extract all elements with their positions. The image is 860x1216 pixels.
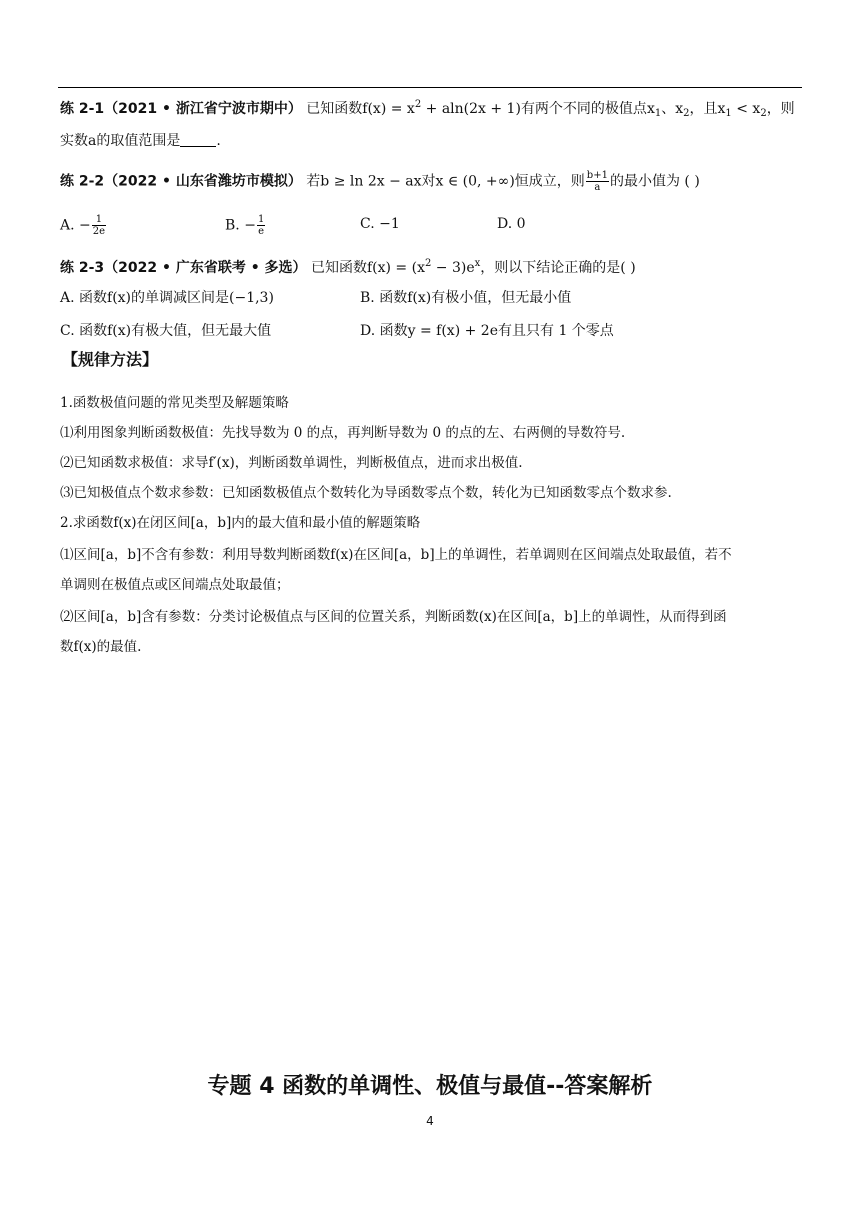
option-2-3-d: D. 函数y = f(x) + 2e有且只有 1 个零点 — [360, 323, 614, 339]
inequality — [718, 101, 767, 117]
subscript: 1 — [654, 108, 662, 119]
function-part: + aln(2x + 1) — [421, 101, 521, 117]
exercise-2-1-tag: 练 2-1（2021 • 浙江省宁波市期中） — [60, 101, 302, 117]
exercise-text: 若 — [306, 173, 321, 190]
option-2-2-a — [60, 214, 107, 237]
inequality: b ≥ ln 2x − ax — [320, 173, 422, 190]
exercise-text: ，则 — [766, 101, 795, 117]
exercise-text: 的取值范围是 — [96, 133, 181, 149]
function-part: − 3)e — [431, 260, 475, 276]
option-2-3-a: A. 函数f(x)的单调减区间是(−1,3) — [60, 290, 274, 306]
exercise-text: 实数 — [60, 133, 88, 149]
function-expression — [367, 260, 480, 276]
exercise-text: 已知函数 — [310, 260, 367, 276]
exercise-text: . — [216, 133, 221, 149]
var: < x — [731, 101, 761, 117]
fraction — [257, 214, 265, 237]
method-p2-1a: ⑴区间[a，b]不含有参数：利用导数判断函数f(x)在区间[a，b]上的单调性，若单调则在区间端点处取最值，若不 — [60, 547, 732, 563]
separator: 、 — [661, 101, 676, 117]
var: x — [717, 101, 726, 117]
option-sign: − — [244, 217, 256, 234]
exercise-text: 有两个不同的极值点 — [520, 101, 647, 117]
method-p2: 2.求函数f(x)在闭区间[a，b]内的最大值和最小值的解题策略 — [60, 515, 421, 531]
method-p1-3: ⑶已知极值点个数求参数：已知函数极值点个数转化为导函数零点个数，转化为已知函数零点个数求参. — [60, 485, 672, 501]
exercise-2-2 — [60, 170, 700, 193]
exercise-2-1 — [60, 95, 795, 124]
variable: a — [88, 133, 97, 149]
function-part: f(x) = (x — [366, 260, 425, 276]
exercise-text: 的最小值为 ( ) — [609, 173, 700, 190]
method-p1: 1.函数极值问题的常见类型及解题策略 — [60, 395, 289, 411]
var: x — [675, 101, 684, 117]
fraction-denominator: 2e — [92, 226, 106, 237]
answer-blank — [180, 132, 216, 147]
method-p1-1: ⑴利用图象判断函数极值：先找导数为 0 的点，再判断导数为 0 的点的左、右两侧的导数符号. — [60, 425, 626, 441]
answer-section-title: 专题 4 函数的单调性、极值与最值--答案解析 — [207, 1074, 653, 1099]
page-number: 4 — [426, 1114, 434, 1128]
var: x — [646, 101, 655, 117]
exercise-text: 已知函数 — [306, 101, 363, 117]
subscript: 2 — [760, 108, 767, 119]
fraction — [92, 214, 106, 237]
option-2-3-b: B. 函数f(x)有极小值，但无最小值 — [360, 290, 572, 306]
exercise-text: 对 — [421, 173, 436, 190]
option-2-2-c: C. −1 — [360, 216, 400, 232]
option-2-3-c: C. 函数f(x)有极大值，但无最大值 — [60, 323, 272, 339]
exercise-2-2-tag: 练 2-2（2022 • 山东省潍坊市模拟） — [60, 173, 302, 190]
option-sign: − — [79, 217, 91, 234]
function-expression — [362, 101, 521, 117]
exercise-text: 恒成立，则 — [514, 173, 585, 190]
superscript: 2 — [424, 258, 432, 269]
fraction-numerator: 1 — [257, 214, 265, 225]
exercise-text: ，且 — [689, 101, 718, 117]
subscript: 1 — [725, 108, 732, 119]
subscript: 2 — [683, 108, 690, 119]
header-rule — [58, 87, 802, 88]
method-p1-2: ⑵已知函数求极值：求导f′(x)，判断函数单调性，判断极值点，进而求出极值. — [60, 455, 523, 471]
option-label: A. — [60, 217, 75, 234]
method-p2-2b: 数f(x)的最值. — [60, 639, 142, 655]
option-2-2-d: D. 0 — [497, 216, 526, 232]
option-label: B. — [225, 217, 240, 234]
fraction-denominator: e — [258, 226, 265, 237]
exercise-2-1-line2 — [60, 131, 221, 151]
fraction-numerator: 1 — [92, 214, 106, 226]
method-p2-2a: ⑵区间[a，b]含有参数：分类讨论极值点与区间的位置关系，判断函数(x)在区间[a，b]上的单调性，从而得到函 — [60, 609, 727, 625]
superscript: x — [474, 258, 481, 269]
superscript: 2 — [414, 99, 422, 110]
exercise-text: ，则以下结论正确的是( ) — [480, 260, 636, 276]
option-2-2-b — [225, 214, 266, 237]
method-p2-1b: 单调则在极值点或区间端点处取最值； — [60, 577, 290, 593]
exercise-2-3 — [60, 254, 636, 278]
fraction-numerator: b+1 — [586, 170, 608, 181]
variable — [647, 101, 661, 117]
domain-expression: x ∈ (0, +∞) — [435, 173, 515, 190]
function-part: f(x) = x — [362, 101, 415, 117]
fraction-denominator: a — [594, 182, 601, 193]
exercise-2-3-tag: 练 2-3（2022 • 广东省联考 • 多选） — [60, 260, 307, 276]
method-heading: 【规律方法】 — [62, 350, 159, 369]
fraction — [586, 170, 609, 193]
variable — [675, 101, 689, 117]
